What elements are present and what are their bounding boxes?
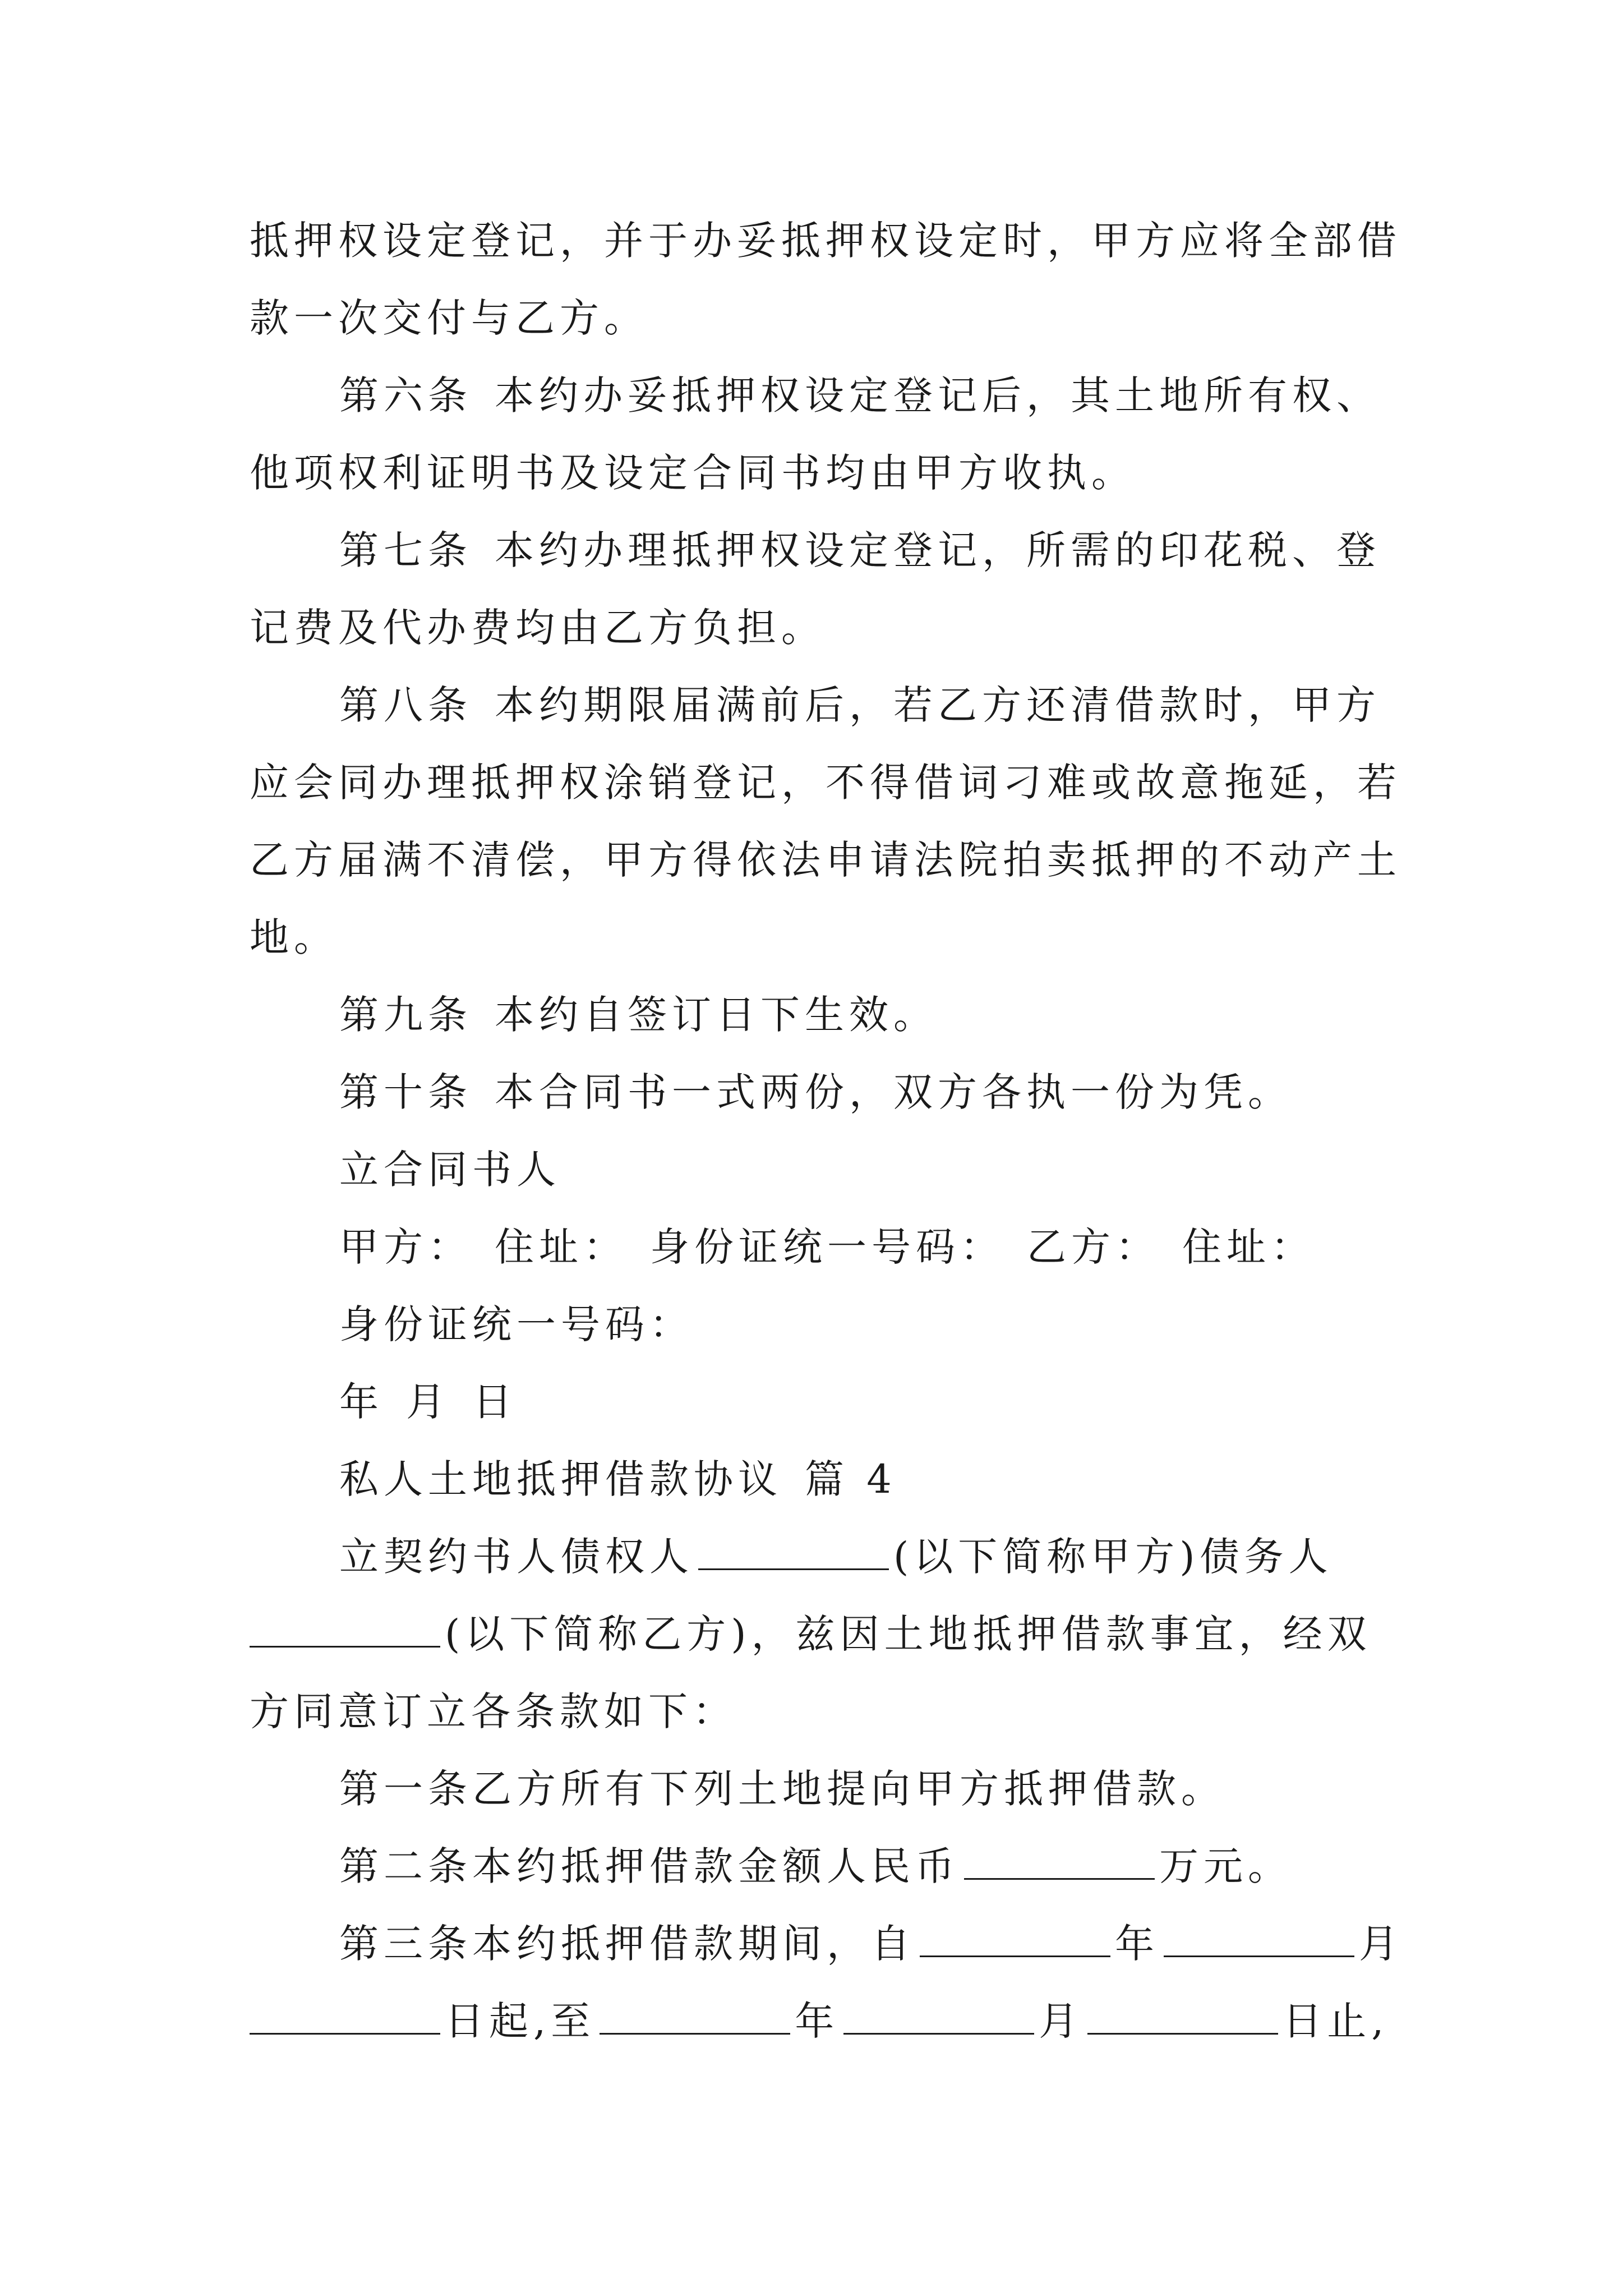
section-title xyxy=(250,1441,1394,1518)
end-year-blank xyxy=(600,1994,790,2035)
year-label: 年 xyxy=(1115,1921,1159,1967)
article-number: 第六条 xyxy=(339,372,472,418)
start-day-blank xyxy=(250,1994,440,2035)
creditor-blank xyxy=(698,1529,889,1570)
address-label: 住址： xyxy=(1182,1224,1315,1270)
section-number: 篇 4 xyxy=(805,1456,897,1502)
text-line: 乙方届满不清偿，甲方得依法申请法院拍卖抵押的不动产土 xyxy=(250,837,1401,883)
article-10 xyxy=(250,1053,1394,1131)
article-text: 本约办妥抵押权设定登记后，其土地所有权、 xyxy=(495,372,1381,418)
article-number: 第七条 xyxy=(339,527,472,573)
article-number: 第八条 xyxy=(339,682,472,728)
end-month-blank xyxy=(843,1994,1034,2035)
party-b-label: 乙方： xyxy=(1027,1224,1160,1270)
start-month-blank xyxy=(1164,1916,1354,1957)
party-fields xyxy=(250,1208,1394,1286)
text-line: 记费及代办费均由乙方负担。 xyxy=(250,605,826,651)
text-line: 他项权利证明书及设定合同书均由甲方收执。 xyxy=(250,450,1136,496)
preamble-line xyxy=(250,1595,1394,1673)
article-1: 第一条乙方所有下列土地提向甲方抵押借款。 xyxy=(339,1766,1225,1812)
text-line: 方同意订立各条款如下： xyxy=(250,1688,737,1734)
article-text: 日起,至 xyxy=(445,1998,596,2044)
contract-body xyxy=(250,202,1403,2060)
article-6 xyxy=(250,357,1394,434)
month-label: 月 xyxy=(1359,1921,1403,1967)
preamble-text: (以下简称乙方)，兹因土地抵押借款事宜，经双 xyxy=(445,1611,1372,1657)
article-3 xyxy=(250,1905,1403,1982)
id-number-label: 身份证统一号码： xyxy=(339,1301,694,1347)
article-9 xyxy=(250,976,1394,1053)
day-label: 日 xyxy=(473,1379,517,1425)
end-day-blank xyxy=(1087,1994,1278,2035)
article-text: 第三条本约抵押借款期间，自 xyxy=(339,1921,915,1967)
month-label: 月 xyxy=(1039,1998,1083,2044)
start-year-blank xyxy=(920,1916,1110,1957)
article-number: 第九条 xyxy=(339,992,472,1038)
article-2 xyxy=(250,1828,1394,1905)
article-3-cont xyxy=(250,1982,1394,2060)
signatories-heading: 立合同书人 xyxy=(339,1147,561,1193)
preamble-text: 立契约书人债权人 xyxy=(339,1534,694,1580)
address-label: 住址： xyxy=(495,1224,628,1270)
article-text: 本约期限届满前后，若乙方还清借款时，甲方 xyxy=(495,682,1381,728)
article-number: 第十条 xyxy=(339,1069,472,1115)
preamble-line xyxy=(250,1518,1394,1595)
day-label: 日止, xyxy=(1283,1998,1389,2044)
amount-blank xyxy=(964,1839,1155,1880)
section-title-text: 私人土地抵押借款协议 xyxy=(339,1456,782,1502)
preamble-text: (以下简称甲方)债务人 xyxy=(893,1534,1333,1580)
article-text: 本合同书一式两份，双方各执一份为凭。 xyxy=(495,1069,1292,1115)
text-line: 抵押权设定登记，并于办妥抵押权设定时，甲方应将全部借 xyxy=(250,218,1401,264)
text-line: 地。 xyxy=(250,914,338,960)
party-a-label: 甲方： xyxy=(339,1224,472,1270)
article-7 xyxy=(250,512,1394,589)
debtor-blank xyxy=(250,1607,440,1648)
article-text: 万元。 xyxy=(1159,1843,1292,1889)
id-number-label: 身份证统一号码： xyxy=(650,1224,1004,1270)
month-label: 月 xyxy=(406,1379,450,1425)
year-label: 年 xyxy=(339,1379,384,1425)
year-label: 年 xyxy=(795,1998,840,2044)
text-line: 款一次交付与乙方。 xyxy=(250,295,648,341)
article-text: 本约办理抵押权设定登记，所需的印花税、登 xyxy=(495,527,1381,573)
article-8 xyxy=(250,666,1394,744)
text-line: 应会同办理抵押权涂销登记，不得借词刁难或故意拖延，若 xyxy=(250,760,1401,806)
article-text: 第二条本约抵押借款金额人民币 xyxy=(339,1843,960,1889)
article-text: 本约自签订日下生效。 xyxy=(495,992,938,1038)
date-line xyxy=(250,1363,1394,1441)
